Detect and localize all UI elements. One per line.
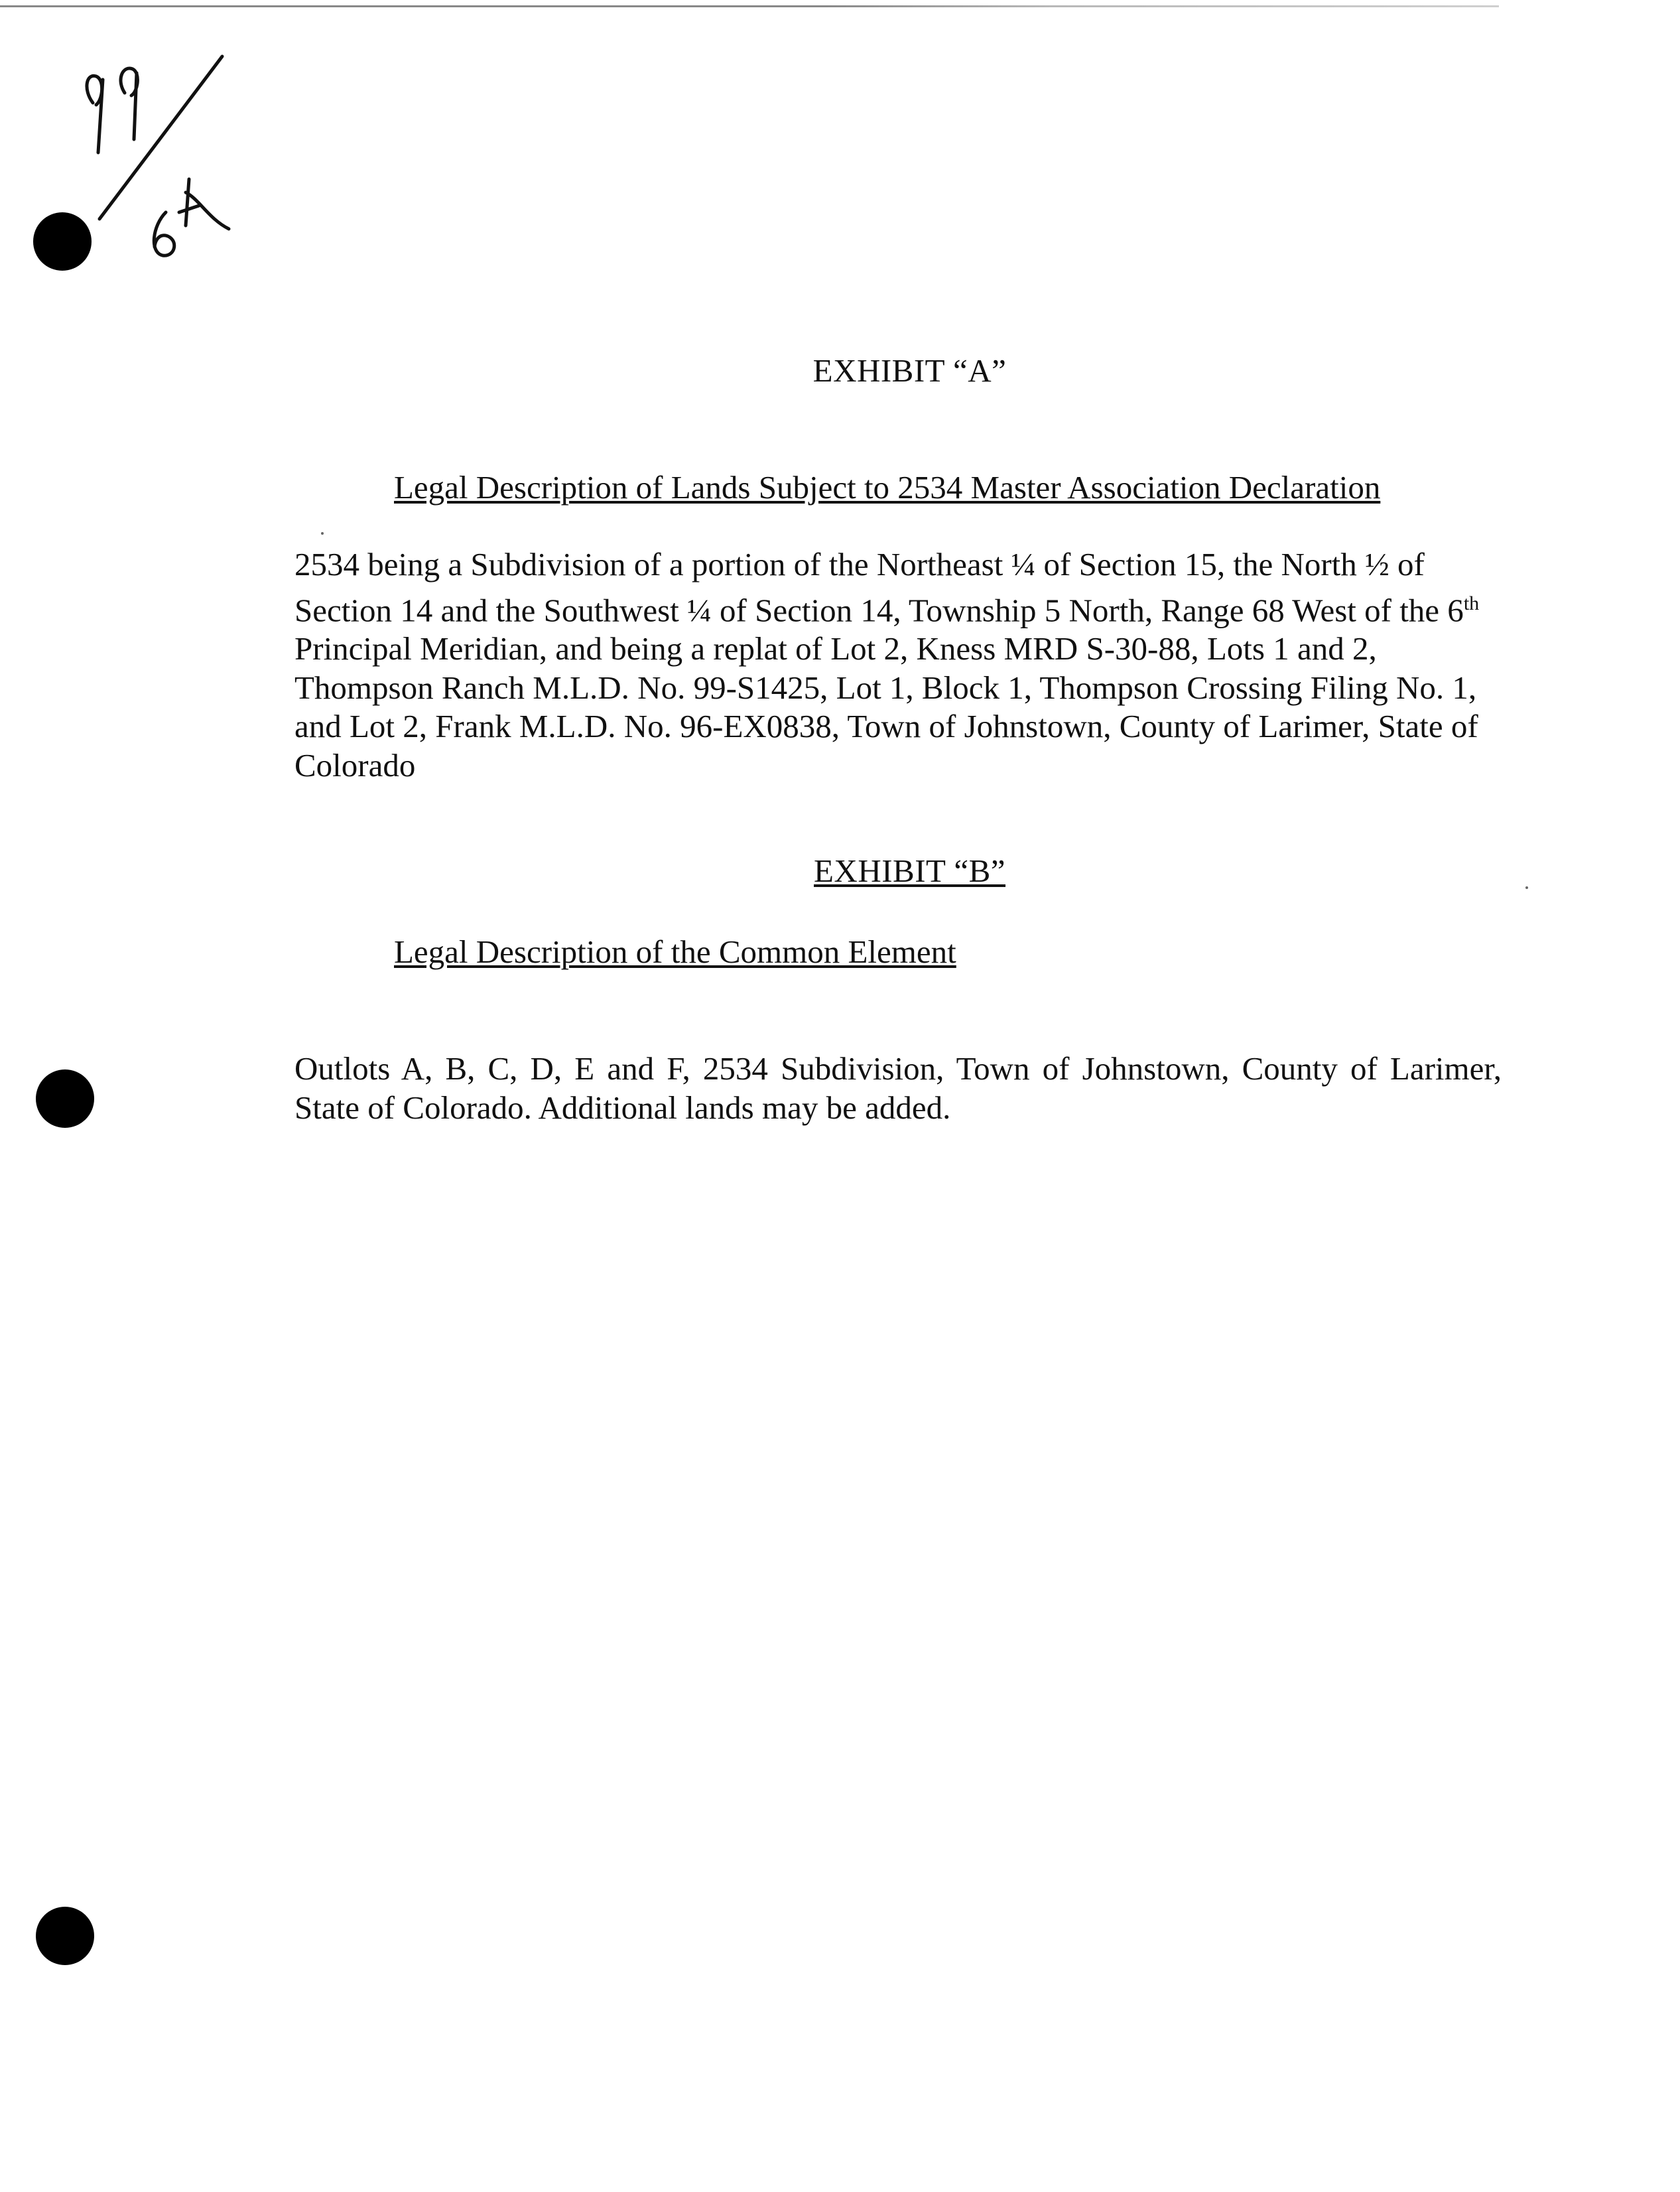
exhibit-b-subheading: Legal Description of the Common Element — [394, 933, 956, 970]
legal-description-line: Colorado — [294, 746, 416, 784]
ordinal-suffix: th — [1463, 592, 1480, 614]
punch-hole — [36, 1069, 94, 1128]
exhibit-b-legal-description: Outlots A, B, C, D, E and F, 2534 Subdivision, Town of Johnstown, County of Larimer, State of Colorado. Additional lands may be added. — [294, 1050, 1502, 1126]
exhibit-a-heading: EXHIBIT “A” — [812, 352, 1007, 389]
legal-description-line: Principal Meridian, and being a replat of Lot 2, Kness MRD S-30-88, Lots 1 and 2, — [294, 630, 1377, 667]
exhibit-a-legal-description — [294, 545, 1502, 785]
legal-description-line: 2534 being a Subdivision of a portion of the Northeast ¼ of Section 15, the North ½ of — [294, 546, 1425, 582]
legal-description-line: and Lot 2, Frank M.L.D. No. 96-EX0838, Town of Johnstown, County of Larimer, State of — [294, 708, 1478, 745]
exhibit-a-subheading: Legal Description of Lands Subject to 2534 Master Association Declaration — [394, 469, 1381, 506]
legal-description-line: Section 14 and the Southwest ¼ of Section 14, Township 5 North, Range 68 West of the 6th — [294, 591, 1480, 628]
scan-speck — [1525, 886, 1528, 889]
legal-description-line: Thompson Ranch M.L.D. No. 99-S1425, Lot 1, Block 1, Thompson Crossing Filing No. 1, — [294, 669, 1477, 706]
scan-edge-line — [0, 5, 1499, 7]
exhibit-b-heading: EXHIBIT “B” — [814, 853, 1005, 889]
punch-hole — [36, 1907, 94, 1965]
scan-speck — [321, 532, 324, 535]
handwritten-page-number — [66, 53, 252, 279]
